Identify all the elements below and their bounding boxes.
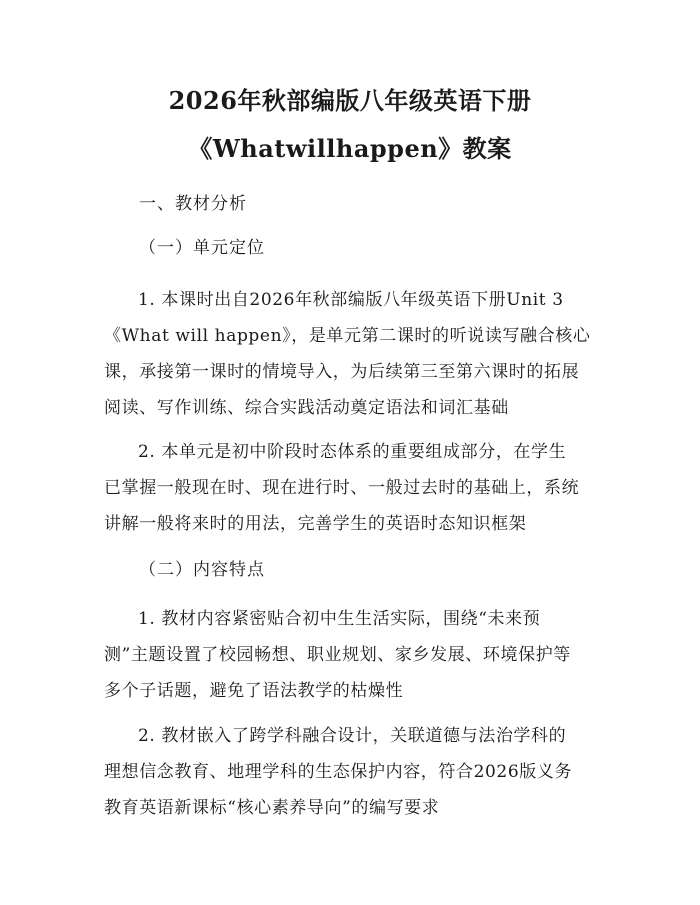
paragraph-line: 阅读、写作训练、综合实践活动奠定语法和词汇基础 (104, 398, 509, 418)
subsection-heading-content-features: （二）内容特点 (139, 560, 265, 580)
paragraph-unit-position-1 (104, 282, 604, 426)
paragraph-unit-position-2 (104, 434, 604, 542)
document-title-line1: 2026年秋部编版八年级英语下册 (168, 86, 532, 115)
paragraph-line: 《What will happen》，是单元第二课时的听说读写融合核心 (104, 326, 591, 346)
section-heading-textbook-analysis: 一、教材分析 (139, 194, 247, 214)
paragraph-line: 多个子话题，避免了语法教学的枯燥性 (104, 681, 404, 701)
paragraph-line: 理想信念教育、地理学科的生态保护内容，符合2026版义务 (104, 762, 573, 782)
paragraph-line: 课，承接第一课时的情境导入，为后续第三至第六课时的拓展 (104, 362, 580, 382)
paragraph-line: 2. 教材嵌入了跨学科融合设计，关联道德与法治学科的 (138, 726, 567, 746)
paragraph-content-features-1 (104, 601, 604, 709)
subsection-heading-unit-position: （一）单元定位 (139, 238, 265, 258)
paragraph-line: 1. 教材内容紧密贴合初中生生活实际，围绕“未来预 (138, 609, 541, 629)
paragraph-line: 1. 本课时出自2026年秋部编版八年级英语下册Unit 3 (138, 290, 564, 310)
paragraph-line: 教育英语新课标“核心素养导向”的编写要求 (104, 798, 440, 818)
paragraph-content-features-2 (104, 718, 604, 826)
document-title-line2: 《Whatwillhappen》教案 (188, 134, 512, 163)
paragraph-line: 已掌握一般现在时、现在进行时、一般过去时的基础上，系统 (104, 478, 580, 498)
paragraph-line: 2. 本单元是初中阶段时态体系的重要组成部分，在学生 (138, 442, 567, 462)
paragraph-line: 讲解一般将来时的用法，完善学生的英语时态知识框架 (104, 514, 527, 534)
paragraph-line: 测”主题设置了校园畅想、职业规划、家乡发展、环境保护等 (104, 645, 571, 665)
